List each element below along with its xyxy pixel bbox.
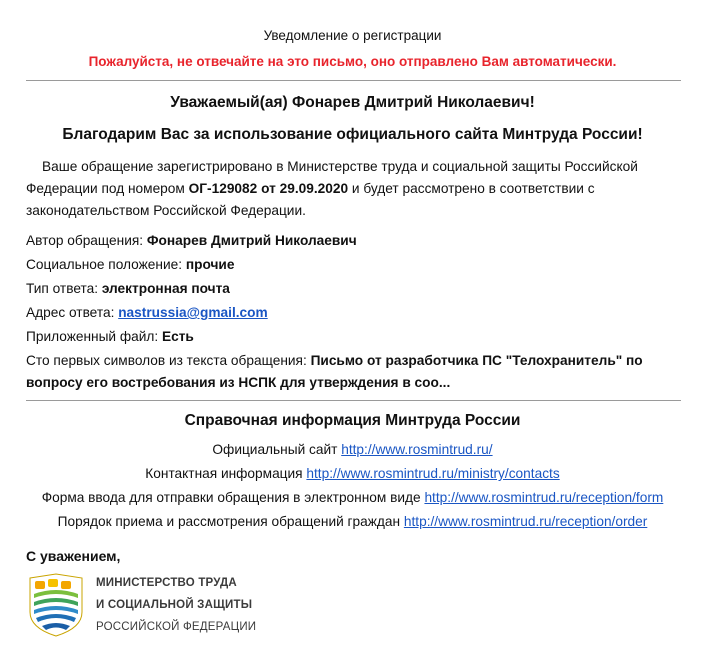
registration-paragraph: [26, 156, 681, 222]
reference-title: Справочная информация Минтруда России: [184, 412, 521, 429]
reference-order-row: [0, 514, 705, 529]
reply-type-value: электронная почта: [101, 281, 230, 296]
ministry-name-line2: И СОЦИАЛЬНОЙ ЗАЩИТЫ: [96, 599, 253, 611]
author-label: Автор обращения:: [26, 233, 147, 248]
ministry-name-line1: МИНИСТЕРСТВО ТРУДА: [96, 577, 237, 589]
reply-address-row: [26, 302, 681, 324]
ministry-logo-icon: [26, 572, 86, 638]
divider-bottom: [26, 400, 681, 401]
regards: С уважением,: [26, 548, 121, 564]
attachment-label: Приложенный файл:: [26, 329, 162, 344]
reference-form-link[interactable]: http://www.rosmintrud.ru/reception/form: [424, 490, 664, 505]
excerpt-value: Письмо от разработчика ПС "Телохранитель" по вопросу его востребования из НСПК для утверждения в соо...: [26, 353, 643, 390]
reference-site-link[interactable]: http://www.rosmintrud.ru/: [341, 442, 493, 457]
reference-form-label: Форма ввода для отправки обращения в электронном виде: [41, 490, 425, 505]
excerpt-label: Сто первых символов из текста обращения:: [26, 353, 311, 368]
reply-address-link[interactable]: nastrussia@gmail.com: [118, 305, 268, 320]
registration-text-before: Ваше обращение зарегистрировано в Министерстве труда и социальной защиты Российской Федерации под номером: [26, 159, 638, 196]
reference-order-label: Порядок приема и рассмотрения обращений граждан: [57, 514, 404, 529]
ministry-name-line3: РОССИЙСКОЙ ФЕДЕРАЦИИ: [96, 621, 257, 633]
email-subject: Уведомление о регистрации: [263, 28, 442, 43]
social-status-label: Социальное положение:: [26, 257, 186, 272]
registration-number: ОГ-129082 от 29.09.2020: [188, 181, 349, 196]
attachment-row: [26, 326, 681, 348]
registration-text-after: и будет рассмотрено в соответствии с законодательством Российской Федерации.: [26, 181, 595, 218]
author-value: Фонарев Дмитрий Николаевич: [146, 233, 357, 248]
reply-type-label: Тип ответа:: [26, 281, 102, 296]
reference-site-label: Официальный сайт: [212, 442, 342, 457]
reply-type-row: [26, 278, 681, 300]
social-status-row: [26, 254, 681, 276]
attachment-value: Есть: [161, 329, 194, 344]
auto-reply-warning: Пожалуйста, не отвечайте на это письмо, оно отправлено Вам автоматически.: [88, 54, 617, 69]
reference-contacts-label: Контактная информация: [145, 466, 307, 481]
social-status-value: прочие: [185, 257, 235, 272]
reference-site-row: [0, 442, 705, 457]
reference-contacts-link[interactable]: http://www.rosmintrud.ru/ministry/contacts: [306, 466, 560, 481]
author-row: [26, 230, 681, 252]
reference-form-row: [0, 490, 705, 505]
thanks-heading: Благодарим Вас за использование официального сайта Минтруда России!: [62, 126, 643, 143]
greeting: Уважаемый(ая) Фонарев Дмитрий Николаевич!: [170, 94, 535, 111]
reply-address-label: Адрес ответа:: [26, 305, 119, 320]
reference-contacts-row: [0, 466, 705, 481]
excerpt-row: [26, 350, 681, 394]
reference-order-link[interactable]: http://www.rosmintrud.ru/reception/order: [403, 514, 648, 529]
divider-top: [26, 80, 681, 81]
